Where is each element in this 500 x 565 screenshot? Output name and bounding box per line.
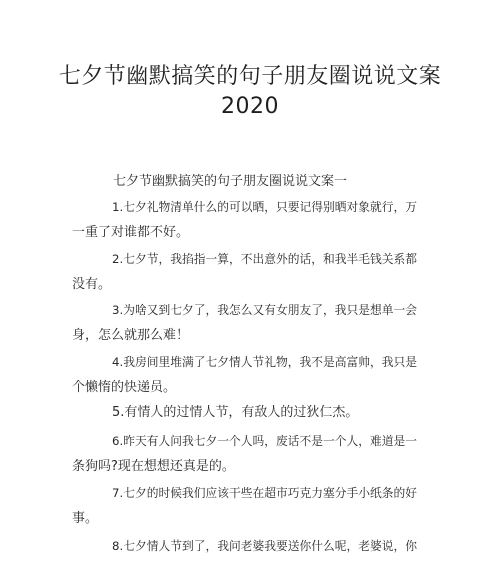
list-item-line2: 没有。: [72, 277, 112, 292]
list-item-line1: 3.为啥又到七夕了，我怎么又有女朋友了，我只是想单一会: [112, 303, 417, 317]
list-item-line1: 8.七夕情人节到了，我问老婆我要送你什么呢，老婆说，你: [112, 539, 417, 553]
list-item-line2: 条狗吗?现在想想还真是的。: [72, 459, 235, 474]
list-item-line1: 1.七夕礼物清单什么的可以晒，只要记得别晒对象就行，万: [112, 200, 417, 214]
list-item-line2: 个懒惰的快递员。: [72, 380, 177, 395]
list-item-line2: 身，怎么就那么难！: [72, 328, 190, 343]
list-item-line1: 5.有情人的过情人节，有敌人的过狄仁杰。: [112, 405, 359, 420]
list-item-line2: 一重了对谁都不好。: [72, 225, 190, 240]
document-title: 七夕节幽默搞笑的句子朋友圈说说文案: [58, 64, 442, 89]
list-item-line1: 2.七夕节，我掐指一算，不出意外的话，和我半毛钱关系都: [112, 252, 417, 266]
list-item-line1: 6.昨天有人问我七夕一个人吗，废话不是一个人，难道是一: [112, 434, 417, 448]
section-heading: 七夕节幽默搞笑的句子朋友圈说说文案一: [113, 174, 348, 189]
list-item-line1: 7.七夕的时候我们应该干些在超市巧克力塞分手小纸条的好: [112, 486, 417, 500]
document-title-year: 2020: [221, 94, 279, 119]
list-item-line1: 4.我房间里堆满了七夕情人节礼物，我不是高富帅，我只是: [112, 355, 417, 369]
list-item-line2: 事。: [72, 511, 99, 526]
